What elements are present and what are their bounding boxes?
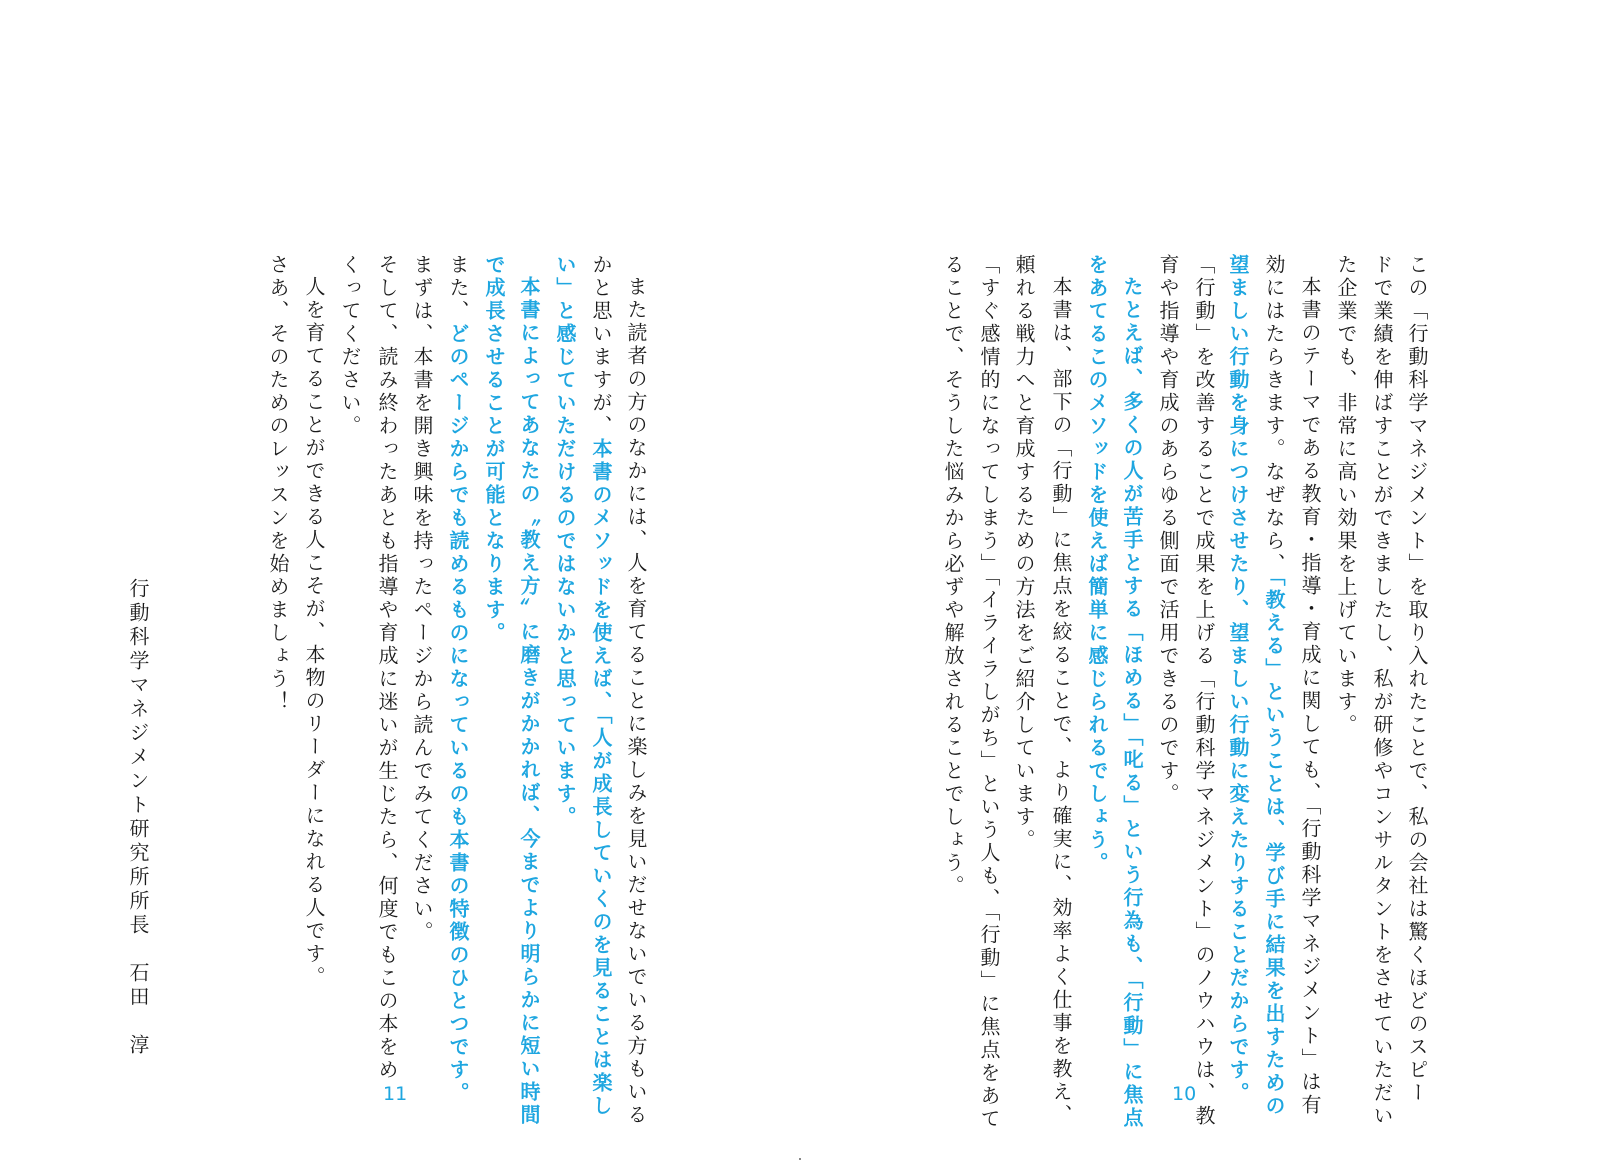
text-line xyxy=(1372,254,1392,1128)
text-line xyxy=(304,276,324,989)
highlighted-text: どのページからでも読めるものになっているのも本書の特徴のひとつです。 xyxy=(446,323,470,1105)
highlighted-text: で成長させることが可能となります。 xyxy=(482,254,506,645)
text-line xyxy=(1158,254,1178,806)
text-line xyxy=(340,254,360,438)
text-line xyxy=(626,276,646,1127)
highlighted-text: たとえば、多くの人が苦手とする「ほめる」「叱る」という行為も、「行動」に焦点 xyxy=(1120,276,1144,1130)
text-line xyxy=(555,254,575,829)
text-line xyxy=(448,254,468,1105)
text-line xyxy=(1264,254,1284,1118)
text-line xyxy=(979,254,999,1131)
text-line xyxy=(943,254,963,898)
body-text: 人を育てることができる人こそが、本物のリーダーになれる人です。 xyxy=(302,276,326,989)
highlighted-text: 「教える」ということは、学び手に結果を出すための xyxy=(1262,576,1286,1118)
highlighted-text: い」と感じていただけるのではないかと思っています。 xyxy=(553,254,577,829)
text-line xyxy=(1122,276,1142,1130)
author-signature: 行動科学マネジメント研究所所長 石田 淳 xyxy=(126,578,150,1058)
body-text: かと思いますが、 xyxy=(589,254,613,438)
text-line xyxy=(591,254,611,1118)
text-line xyxy=(519,276,539,1127)
body-text: 本書は、部下の「行動」に焦点を絞ることで、より確実に、効率よく仕事を教え、 xyxy=(1049,276,1073,1127)
body-text: この「行動科学マネジメント」を取り入れたことで、私の会社は驚くほどのスピー xyxy=(1405,254,1429,1105)
text-line xyxy=(1194,254,1214,1128)
text-line xyxy=(1228,254,1248,1105)
body-text: まずは、本書を開き興味を持ったページから読んでみてください。 xyxy=(410,254,434,944)
body-text: た企業でも、非常に高い効果を上げています。 xyxy=(1334,254,1358,737)
text-line xyxy=(412,254,432,944)
body-text: また、 xyxy=(446,254,470,323)
body-text: 「行動」を改善することで成果を上げる「行動科学マネジメント」のノウハウは、教 xyxy=(1192,254,1216,1128)
body-text: 本書のテーマである教育・指導・育成に関しても、「行動科学マネジメント」は有 xyxy=(1298,276,1322,1117)
highlighted-text: 本書のメソッドを使えば、「人が成長していくのを見ることは楽し xyxy=(589,438,613,1118)
body-text: 育や指導や育成のあらゆる側面で活用できるのです。 xyxy=(1156,254,1180,806)
body-text: 「すぐ感情的になってしまう」「イライラしがち」という人も、「行動」に焦点をあて xyxy=(977,254,1001,1131)
highlighted-text: 望ましい行動を身につけさせたり、望ましい行動に変えたりすることだからです。 xyxy=(1226,254,1250,1105)
text-line xyxy=(377,254,397,1082)
text-line xyxy=(1014,254,1034,852)
text-line xyxy=(1051,276,1071,1127)
body-text: ドで業績を伸ばすことができましたし、私が研修やコンサルタントをさせていただい xyxy=(1370,254,1394,1128)
body-text: また読者の方のなかには、人を育てることに楽しみを見いだせないでいる方もいる xyxy=(624,276,648,1127)
body-text: そして、読み終わったあとも指導や育成に迷いが生じたら、何度でもこの本をめ xyxy=(375,254,399,1082)
text-line xyxy=(1087,254,1107,875)
text-line xyxy=(1300,276,1320,1117)
highlighted-text: をあてるこのメソッドを使えば簡単に感じられるでしょう。 xyxy=(1085,254,1109,875)
text-line xyxy=(268,254,288,714)
highlighted-text: 本書によってあなたの〝教え方〟に磨きがかかれば、今までより明らかに短い時間 xyxy=(517,276,541,1127)
gutter-mark xyxy=(799,1158,801,1160)
page-number-right: 10 xyxy=(1172,1083,1197,1105)
text-line xyxy=(484,254,504,645)
text-line xyxy=(1407,254,1427,1105)
body-text: 頼れる戦力へと育成するための方法をご紹介しています。 xyxy=(1012,254,1036,852)
body-text: ることで、そうした悩みから必ずや解放されることでしょう。 xyxy=(941,254,965,898)
page-number-left: 11 xyxy=(383,1083,408,1105)
right-page xyxy=(800,0,1600,1165)
body-text: 効にはたらきます。なぜなら、 xyxy=(1262,254,1286,576)
body-text: さあ、そのためのレッスンを始めましょう！ xyxy=(266,254,290,714)
body-text: くってください。 xyxy=(338,254,362,438)
text-line xyxy=(1336,254,1356,737)
